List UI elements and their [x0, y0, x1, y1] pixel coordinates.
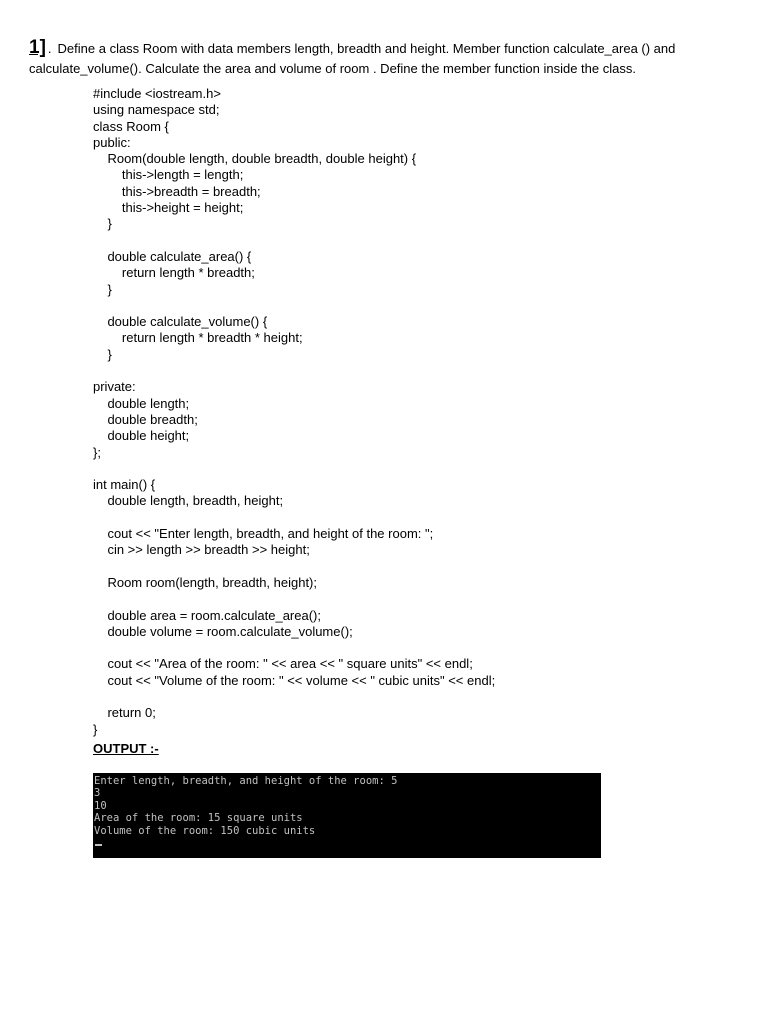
code-line: this->height = height; [93, 200, 244, 216]
code-line: return length * breadth * height; [93, 330, 303, 346]
code-line: } [93, 281, 112, 297]
question-number: 1] [29, 37, 46, 58]
code-line: double breadth; [93, 411, 198, 427]
console-output-text [93, 773, 601, 849]
question-text: Define a class Room with data members length, breadth and height. Member function calculate_area () and calculate_volume(). Calculate the area and volume of room . Define the member function inside the class. [29, 41, 676, 76]
question-number-separator: . [47, 41, 52, 56]
code-line: double volume = room.calculate_volume(); [93, 623, 353, 639]
code-line: } [93, 216, 112, 232]
code-line: cout << "Volume of the room: " << volume << " cubic units" << endl; [93, 672, 496, 688]
console-line: 3 [94, 787, 101, 800]
code-line: return 0; [93, 705, 156, 721]
code-line: cout << "Area of the room: " << area << " square units" << endl; [93, 656, 473, 672]
console-line: 10 [94, 799, 107, 812]
code-line: double calculate_area() { [93, 248, 252, 264]
code-line: } [93, 346, 112, 362]
code-line: }; [93, 444, 101, 460]
code-line: this->breadth = breadth; [93, 183, 261, 199]
console-output-window [93, 773, 601, 858]
code-line: double height; [93, 428, 190, 444]
code-line: this->length = length; [93, 167, 244, 183]
code-line: #include <iostream.h> [93, 86, 221, 101]
code-line: double length; [93, 395, 190, 411]
console-line: Enter length, breadth, and height of the room: 5 [94, 775, 398, 787]
code-line: private: [93, 379, 136, 395]
console-cursor [95, 844, 102, 846]
code-line: int main() { [93, 477, 156, 493]
code-line: public: [93, 134, 131, 150]
code-line: using namespace std; [93, 102, 220, 118]
code-line: double calculate_volume() { [93, 314, 268, 330]
output-label: OUTPUT :- [93, 741, 159, 756]
code-listing [93, 86, 495, 738]
code-line: cout << "Enter length, breadth, and height of the room: "; [93, 526, 434, 542]
console-line: Volume of the room: 150 cubic units [94, 824, 316, 837]
code-line: Room(double length, double breadth, double height) { [93, 151, 417, 167]
code-line: class Room { [93, 118, 169, 134]
code-line: cin >> length >> breadth >> height; [93, 542, 310, 558]
code-line: double area = room.calculate_area(); [93, 607, 321, 623]
code-line: Room room(length, breadth, height); [93, 574, 318, 590]
code-line: return length * breadth; [93, 265, 255, 281]
code-line: double length, breadth, height; [93, 493, 284, 509]
console-line: Area of the room: 15 square units [94, 812, 303, 825]
code-line: } [93, 721, 98, 737]
question-block [29, 38, 749, 79]
